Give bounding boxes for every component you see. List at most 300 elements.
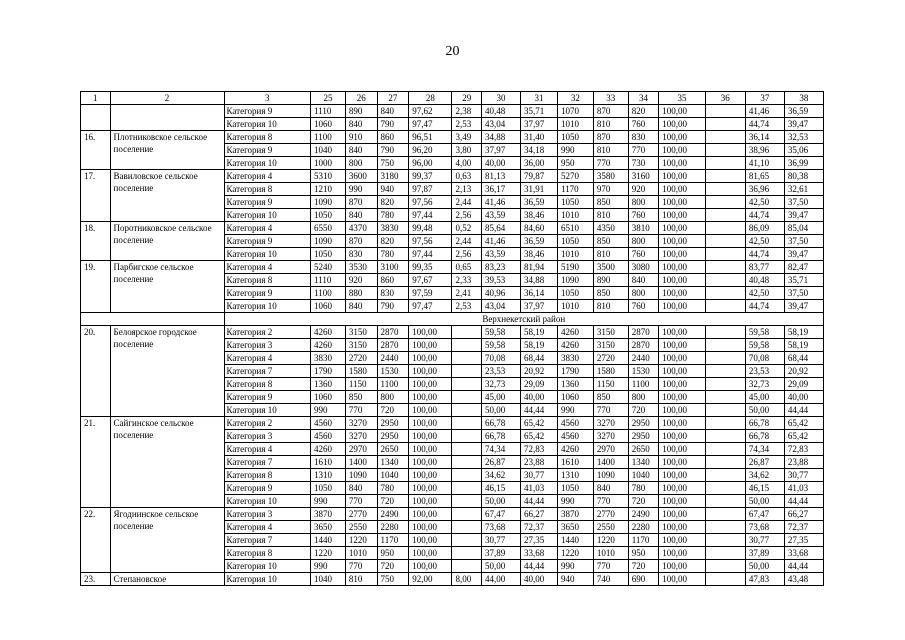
value-cell: 66,78	[745, 430, 784, 443]
value-cell: 29,09	[784, 378, 823, 391]
value-cell: 1440	[311, 534, 346, 547]
header-row	[81, 92, 824, 105]
value-cell: 85,64	[482, 222, 521, 235]
value-cell: 3160	[628, 170, 659, 183]
value-cell	[705, 300, 745, 313]
value-cell: 3830	[311, 352, 346, 365]
value-cell: 50,00	[745, 560, 784, 573]
value-cell: 950	[377, 547, 409, 560]
value-cell: 1400	[593, 456, 628, 469]
value-cell: 100,00	[659, 131, 705, 144]
value-cell: 68,44	[521, 352, 558, 365]
value-cell: 2,38	[452, 105, 482, 118]
value-cell: 44,00	[482, 573, 521, 586]
value-cell: 81,94	[521, 261, 558, 274]
settlement-name: Поротниковское сельское поселение	[110, 222, 224, 261]
value-cell	[705, 131, 745, 144]
value-cell: 97,87	[409, 183, 452, 196]
settlement-number: 17.	[81, 170, 111, 222]
value-cell: 6510	[557, 222, 593, 235]
value-cell: 830	[628, 131, 659, 144]
value-cell: 100,00	[659, 508, 705, 521]
value-cell: 27,35	[784, 534, 823, 547]
value-cell: 31,40	[521, 131, 558, 144]
value-cell: 100,00	[659, 170, 705, 183]
category-cell: Категория 8	[224, 469, 311, 482]
value-cell: 920	[628, 183, 659, 196]
value-cell: 97,56	[409, 235, 452, 248]
value-cell: 29,09	[521, 378, 558, 391]
value-cell: 2,53	[452, 118, 482, 131]
table-row	[81, 508, 824, 521]
value-cell: 2280	[377, 521, 409, 534]
value-cell: 810	[593, 248, 628, 261]
column-header: 31	[521, 92, 558, 105]
value-cell: 96,51	[409, 131, 452, 144]
column-header: 33	[593, 92, 628, 105]
value-cell: 46,15	[745, 482, 784, 495]
value-cell: 1040	[377, 469, 409, 482]
value-cell: 42,50	[745, 287, 784, 300]
value-cell: 1790	[557, 365, 593, 378]
category-cell: Категория 7	[224, 365, 311, 378]
value-cell: 37,97	[521, 118, 558, 131]
category-cell: Категория 4	[224, 261, 311, 274]
value-cell: 83,23	[482, 261, 521, 274]
value-cell: 37,89	[745, 547, 784, 560]
value-cell: 100,00	[659, 339, 705, 352]
value-cell: 97,44	[409, 248, 452, 261]
value-cell: 73,68	[745, 521, 784, 534]
value-cell: 44,44	[521, 560, 558, 573]
value-cell: 1150	[345, 378, 377, 391]
value-cell: 73,68	[482, 521, 521, 534]
value-cell: 770	[593, 404, 628, 417]
value-cell: 37,97	[521, 300, 558, 313]
value-cell: 5270	[557, 170, 593, 183]
column-header: 26	[345, 92, 377, 105]
value-cell: 990	[345, 183, 377, 196]
value-cell	[705, 196, 745, 209]
value-cell: 1610	[311, 456, 346, 469]
value-cell: 44,74	[745, 248, 784, 261]
value-cell: 3,49	[452, 131, 482, 144]
value-cell: 40,48	[482, 105, 521, 118]
value-cell: 41,46	[482, 235, 521, 248]
value-cell: 59,58	[482, 339, 521, 352]
value-cell: 100,00	[409, 404, 452, 417]
category-cell: Категория 9	[224, 105, 311, 118]
value-cell: 780	[377, 248, 409, 261]
value-cell: 100,00	[659, 274, 705, 287]
value-cell: 100,00	[659, 196, 705, 209]
value-cell: 2,41	[452, 287, 482, 300]
value-cell: 1010	[557, 300, 593, 313]
category-cell: Категория 4	[224, 170, 311, 183]
value-cell	[452, 391, 482, 404]
value-cell: 970	[593, 183, 628, 196]
value-cell: 1310	[557, 469, 593, 482]
column-header: 35	[659, 92, 705, 105]
value-cell	[452, 404, 482, 417]
settlement-name: Белоярское городское поселение	[110, 326, 224, 417]
value-cell	[452, 417, 482, 430]
value-cell: 870	[345, 235, 377, 248]
value-cell: 96,20	[409, 144, 452, 157]
value-cell: 37,50	[784, 196, 823, 209]
value-cell: 1360	[311, 378, 346, 391]
value-cell: 750	[377, 573, 409, 586]
value-cell: 100,00	[659, 300, 705, 313]
value-cell: 100,00	[659, 222, 705, 235]
value-cell	[452, 469, 482, 482]
value-cell: 40,00	[482, 157, 521, 170]
value-cell	[705, 391, 745, 404]
value-cell: 2770	[593, 508, 628, 521]
value-cell: 70,08	[482, 352, 521, 365]
value-cell: 800	[628, 391, 659, 404]
value-cell: 59,58	[745, 339, 784, 352]
value-cell: 35,71	[521, 105, 558, 118]
value-cell: 38,46	[521, 248, 558, 261]
value-cell: 3830	[377, 222, 409, 235]
category-cell: Категория 10	[224, 495, 311, 508]
value-cell	[705, 157, 745, 170]
value-cell: 820	[628, 105, 659, 118]
value-cell: 45,00	[745, 391, 784, 404]
value-cell: 32,53	[784, 131, 823, 144]
value-cell: 720	[628, 495, 659, 508]
value-cell: 33,68	[784, 547, 823, 560]
value-cell: 810	[593, 209, 628, 222]
value-cell: 3180	[377, 170, 409, 183]
value-cell: 990	[557, 404, 593, 417]
value-cell: 2950	[377, 417, 409, 430]
value-cell: 46,15	[482, 482, 521, 495]
value-cell: 100,00	[659, 261, 705, 274]
value-cell: 36,00	[521, 157, 558, 170]
value-cell: 1580	[345, 365, 377, 378]
value-cell: 39,47	[784, 300, 823, 313]
value-cell: 1090	[345, 469, 377, 482]
value-cell: 2440	[377, 352, 409, 365]
value-cell: 1040	[628, 469, 659, 482]
value-cell: 950	[628, 547, 659, 560]
category-cell: Категория 9	[224, 482, 311, 495]
settlement-name: Ягоднинское сельское поселение	[110, 508, 224, 573]
value-cell: 72,83	[784, 443, 823, 456]
value-cell: 5240	[311, 261, 346, 274]
value-cell	[452, 378, 482, 391]
value-cell: 1100	[311, 131, 346, 144]
value-cell: 1100	[628, 378, 659, 391]
category-cell: Категория 8	[224, 274, 311, 287]
category-cell: Категория 7	[224, 534, 311, 547]
value-cell: 40,48	[745, 274, 784, 287]
value-cell: 100,00	[409, 365, 452, 378]
value-cell: 1170	[377, 534, 409, 547]
value-cell: 80,38	[784, 170, 823, 183]
column-header: 38	[784, 92, 823, 105]
value-cell: 31,91	[521, 183, 558, 196]
value-cell: 1050	[557, 287, 593, 300]
value-cell: 27,35	[521, 534, 558, 547]
value-cell: 4,00	[452, 157, 482, 170]
value-cell	[705, 183, 745, 196]
value-cell: 67,47	[745, 508, 784, 521]
value-cell: 850	[593, 287, 628, 300]
value-cell: 1360	[557, 378, 593, 391]
category-cell: Категория 3	[224, 508, 311, 521]
value-cell: 42,50	[745, 196, 784, 209]
value-cell: 840	[377, 105, 409, 118]
value-cell: 66,78	[482, 430, 521, 443]
value-cell: 3270	[593, 417, 628, 430]
value-cell: 870	[593, 105, 628, 118]
value-cell: 760	[628, 248, 659, 261]
category-cell: Категория 10	[224, 157, 311, 170]
value-cell	[452, 365, 482, 378]
value-cell: 42,50	[745, 235, 784, 248]
value-cell: 1000	[311, 157, 346, 170]
value-cell	[705, 274, 745, 287]
value-cell	[705, 170, 745, 183]
value-cell: 38,46	[521, 209, 558, 222]
value-cell: 920	[345, 274, 377, 287]
value-cell: 2,33	[452, 274, 482, 287]
value-cell: 720	[628, 404, 659, 417]
value-cell: 41,03	[784, 482, 823, 495]
value-cell: 36,14	[521, 287, 558, 300]
value-cell: 100,00	[409, 443, 452, 456]
value-cell: 92,00	[409, 573, 452, 586]
value-cell: 780	[628, 482, 659, 495]
value-cell: 840	[628, 274, 659, 287]
value-cell: 1060	[311, 118, 346, 131]
value-cell: 2,44	[452, 196, 482, 209]
value-cell: 0,65	[452, 261, 482, 274]
value-cell	[705, 404, 745, 417]
value-cell: 990	[557, 144, 593, 157]
value-cell: 1340	[628, 456, 659, 469]
value-cell: 990	[311, 404, 346, 417]
value-cell: 83,77	[745, 261, 784, 274]
value-cell: 100,00	[409, 326, 452, 339]
settlement-name: Сайгинское сельское поселение	[110, 417, 224, 508]
value-cell: 840	[345, 118, 377, 131]
value-cell: 97,44	[409, 209, 452, 222]
value-cell: 770	[593, 560, 628, 573]
value-cell: 39,47	[784, 248, 823, 261]
value-cell: 100,00	[409, 521, 452, 534]
value-cell: 100,00	[659, 157, 705, 170]
value-cell: 66,27	[521, 508, 558, 521]
value-cell: 2720	[593, 352, 628, 365]
value-cell: 30,77	[482, 534, 521, 547]
value-cell: 58,19	[784, 326, 823, 339]
category-cell: Категория 10	[224, 248, 311, 261]
value-cell: 100,00	[409, 339, 452, 352]
value-cell: 800	[377, 391, 409, 404]
value-cell: 3650	[311, 521, 346, 534]
value-cell: 0,52	[452, 222, 482, 235]
value-cell: 40,00	[784, 391, 823, 404]
value-cell: 36,17	[482, 183, 521, 196]
value-cell: 37,97	[482, 144, 521, 157]
value-cell: 990	[311, 495, 346, 508]
value-cell: 1010	[345, 547, 377, 560]
value-cell: 36,59	[521, 235, 558, 248]
value-cell	[452, 482, 482, 495]
value-cell: 72,83	[521, 443, 558, 456]
value-cell: 44,74	[745, 300, 784, 313]
value-cell: 3530	[345, 261, 377, 274]
value-cell: 100,00	[409, 352, 452, 365]
value-cell	[452, 508, 482, 521]
value-cell: 2870	[628, 339, 659, 352]
value-cell: 23,53	[745, 365, 784, 378]
value-cell: 32,73	[745, 378, 784, 391]
value-cell: 1040	[311, 573, 346, 586]
value-cell: 5190	[557, 261, 593, 274]
value-cell: 59,58	[482, 326, 521, 339]
value-cell: 44,74	[745, 209, 784, 222]
value-cell: 34,88	[521, 274, 558, 287]
data-table	[80, 91, 824, 586]
value-cell	[705, 456, 745, 469]
value-cell	[705, 118, 745, 131]
value-cell: 39,47	[784, 118, 823, 131]
category-cell: Категория 4	[224, 521, 311, 534]
value-cell: 35,71	[784, 274, 823, 287]
value-cell: 770	[345, 404, 377, 417]
category-cell: Категория 10	[224, 300, 311, 313]
value-cell: 100,00	[659, 105, 705, 118]
value-cell: 96,00	[409, 157, 452, 170]
value-cell: 810	[593, 118, 628, 131]
value-cell: 44,44	[784, 495, 823, 508]
value-cell	[705, 443, 745, 456]
value-cell: 3600	[345, 170, 377, 183]
value-cell: 100,00	[409, 391, 452, 404]
value-cell: 1060	[311, 391, 346, 404]
value-cell	[705, 573, 745, 586]
value-cell: 850	[345, 391, 377, 404]
category-cell: Категория 9	[224, 235, 311, 248]
category-cell: Категория 4	[224, 352, 311, 365]
region-label: Верхнекетский район	[224, 313, 823, 326]
value-cell: 50,00	[482, 560, 521, 573]
value-cell: 1340	[377, 456, 409, 469]
value-cell: 790	[377, 144, 409, 157]
value-cell: 770	[593, 495, 628, 508]
value-cell: 66,78	[482, 417, 521, 430]
value-cell: 840	[345, 482, 377, 495]
value-cell: 100,00	[409, 482, 452, 495]
value-cell: 100,00	[409, 469, 452, 482]
value-cell: 40,00	[521, 573, 558, 586]
value-cell: 2870	[377, 326, 409, 339]
column-header: 37	[745, 92, 784, 105]
category-cell: Категория 9	[224, 391, 311, 404]
value-cell: 30,77	[521, 469, 558, 482]
value-cell: 100,00	[659, 404, 705, 417]
value-cell: 23,88	[521, 456, 558, 469]
value-cell: 1010	[557, 209, 593, 222]
value-cell: 760	[628, 300, 659, 313]
value-cell: 4560	[311, 430, 346, 443]
value-cell: 43,04	[482, 300, 521, 313]
value-cell: 100,00	[659, 248, 705, 261]
settlement-number: 22.	[81, 508, 111, 573]
page-number: 20	[445, 44, 460, 59]
value-cell	[705, 469, 745, 482]
value-cell: 99,48	[409, 222, 452, 235]
settlement-number: 18.	[81, 222, 111, 261]
value-cell: 1050	[557, 235, 593, 248]
category-cell: Категория 10	[224, 209, 311, 222]
value-cell: 86,09	[745, 222, 784, 235]
value-cell: 33,68	[521, 547, 558, 560]
column-header: 25	[311, 92, 346, 105]
value-cell: 41,46	[482, 196, 521, 209]
value-cell: 730	[628, 157, 659, 170]
value-cell: 820	[377, 196, 409, 209]
value-cell: 940	[377, 183, 409, 196]
value-cell: 2,53	[452, 300, 482, 313]
value-cell: 1050	[311, 248, 346, 261]
value-cell: 780	[377, 482, 409, 495]
value-cell: 100,00	[409, 560, 452, 573]
value-cell: 1070	[557, 105, 593, 118]
value-cell: 100,00	[659, 235, 705, 248]
value-cell: 37,89	[482, 547, 521, 560]
table-row	[81, 326, 824, 339]
value-cell	[705, 287, 745, 300]
category-cell: Категория 10	[224, 560, 311, 573]
value-cell: 3080	[628, 261, 659, 274]
category-cell: Категория 10	[224, 404, 311, 417]
value-cell: 100,00	[409, 534, 452, 547]
value-cell: 36,14	[745, 131, 784, 144]
value-cell: 97,47	[409, 118, 452, 131]
value-cell: 1170	[628, 534, 659, 547]
category-cell: Категория 2	[224, 326, 311, 339]
value-cell: 1310	[311, 469, 346, 482]
value-cell: 32,61	[784, 183, 823, 196]
value-cell	[705, 430, 745, 443]
settlement-number: 16.	[81, 131, 111, 170]
value-cell: 1210	[311, 183, 346, 196]
value-cell: 32,73	[482, 378, 521, 391]
settlement-number: 23.	[81, 573, 111, 586]
settlement-name: Вавиловское сельское поселение	[110, 170, 224, 222]
value-cell: 770	[345, 495, 377, 508]
value-cell: 1530	[628, 365, 659, 378]
value-cell: 20,92	[784, 365, 823, 378]
value-cell: 820	[377, 235, 409, 248]
value-cell: 41,46	[745, 105, 784, 118]
value-cell: 850	[593, 196, 628, 209]
value-cell: 760	[628, 118, 659, 131]
value-cell: 100,00	[659, 430, 705, 443]
value-cell: 79,87	[521, 170, 558, 183]
value-cell	[705, 261, 745, 274]
value-cell: 4260	[557, 339, 593, 352]
value-cell	[705, 339, 745, 352]
value-cell	[705, 495, 745, 508]
value-cell: 100,00	[659, 456, 705, 469]
